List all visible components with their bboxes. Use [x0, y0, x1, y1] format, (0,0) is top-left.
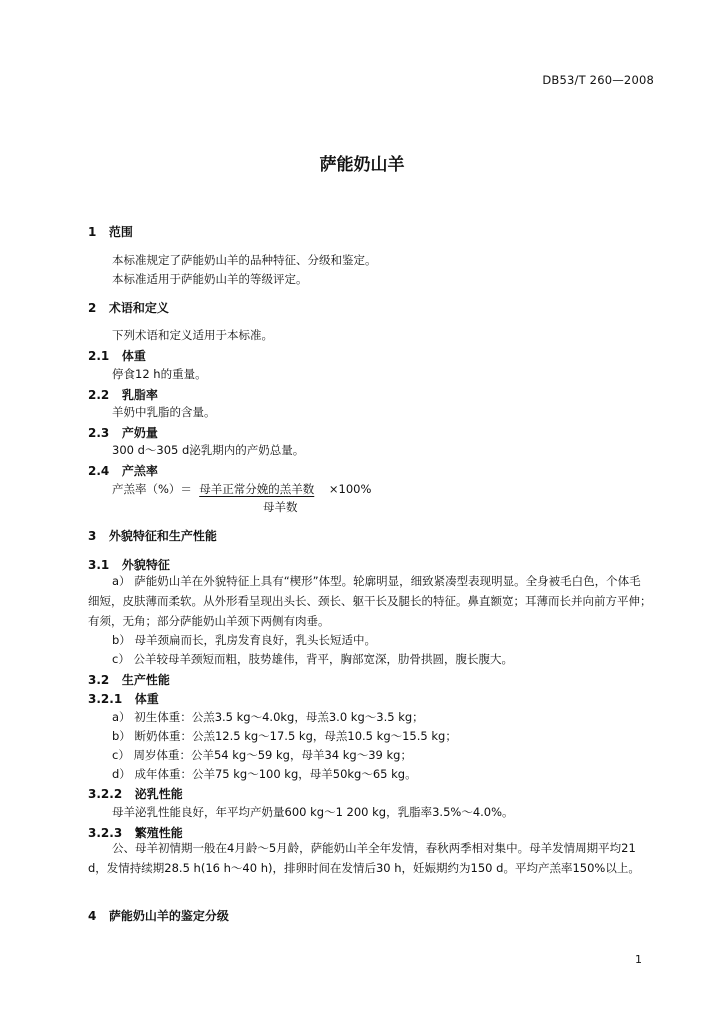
section-title: 范围	[108, 225, 133, 239]
section-3-heading	[88, 527, 217, 544]
term-number: 2.3	[88, 426, 110, 440]
subsection-heading	[88, 671, 170, 688]
subsubsection-title: 繁殖性能	[134, 826, 183, 840]
document-title: 萨能奶山羊	[319, 155, 405, 175]
term-name: 产羔率	[121, 464, 158, 478]
subsubsection-title: 体重	[134, 692, 159, 706]
formula-lhs: 产羔率（%）＝	[112, 482, 192, 496]
term-heading	[88, 347, 146, 364]
section-4-heading	[88, 907, 229, 924]
formula-numerator: 母羊正常分娩的羔羊数	[199, 482, 315, 496]
term-definition: 300 d～305 d泌乳期内的产奶总量。	[112, 443, 305, 457]
term-heading	[88, 386, 158, 403]
term-number: 2.2	[88, 388, 110, 402]
section-1-heading	[88, 223, 133, 240]
paragraph: 下列术语和定义适用于本标准。	[112, 328, 273, 342]
term-heading	[88, 424, 158, 441]
term-name: 产奶量	[121, 426, 158, 440]
formula-denominator: 母羊数	[263, 500, 298, 514]
formula-multiplier: ×100%	[328, 482, 372, 496]
subsubsection-number: 3.2.1	[88, 692, 123, 706]
paragraph: 本标准适用于萨能奶山羊的等级评定。	[112, 272, 308, 286]
subsection-title: 外貌特征	[121, 558, 170, 572]
paragraph: 母羊泌乳性能良好，年平均产奶量600 kg～1 200 kg，乳脂率3.5%～4.0%。	[112, 805, 514, 819]
subsubsection-number: 3.2.3	[88, 826, 123, 840]
subsection-number: 3.1	[88, 558, 110, 572]
section-number: 2	[88, 301, 97, 315]
subsection-title: 生产性能	[121, 673, 170, 687]
subsubsection-title: 泌乳性能	[134, 787, 183, 801]
term-number: 2.1	[88, 349, 110, 363]
section-title: 术语和定义	[108, 301, 169, 315]
subsubsection-heading	[88, 785, 183, 802]
list-item-c: c） 周岁体重：公羊54 kg～59 kg，母羊34 kg～39 kg；	[112, 748, 412, 762]
subsubsection-heading	[88, 690, 159, 707]
term-number: 2.4	[88, 464, 110, 478]
paragraph: 公、母羊初情期一般在4月龄～5月龄，萨能奶山羊全年发情，春秋两季相对集中。母羊发情周期平均21 d，发情持续期28.5 h(16 h～40 h)，排卵时间在发情后30 h，妊娠期约为150 d。平均产羔率150%以上。	[88, 841, 640, 875]
subsubsection-number: 3.2.2	[88, 787, 123, 801]
page-number: 1	[635, 953, 642, 966]
section-2-heading	[88, 299, 169, 316]
section-title: 萨能奶山羊的鉴定分级	[108, 909, 229, 923]
term-definition: 羊奶中乳脂的含量。	[112, 405, 216, 419]
list-item-a: a） 初生体重：公羔3.5 kg～4.0kg，母羔3.0 kg～3.5 kg；	[112, 710, 424, 724]
list-item-d: d） 成年体重：公羊75 kg～100 kg，母羊50kg～65 kg。	[112, 767, 417, 781]
paragraph: 本标准规定了萨能奶山羊的品种特征、分级和鉴定。	[112, 253, 377, 267]
section-number: 3	[88, 529, 97, 543]
section-number: 1	[88, 225, 97, 239]
term-heading	[88, 462, 158, 479]
standard-number: DB53/T 260—2008	[542, 73, 654, 87]
subsection-number: 3.2	[88, 673, 110, 687]
term-definition: 停食12 h的重量。	[112, 367, 207, 381]
section-title: 外貌特征和生产性能	[108, 529, 217, 543]
list-item-b: b） 断奶体重：公羔12.5 kg～17.5 kg，母羔10.5 kg～15.5 kg；	[112, 729, 457, 743]
term-name: 体重	[121, 349, 146, 363]
formula	[112, 481, 371, 497]
term-name: 乳脂率	[121, 388, 158, 402]
list-item-a: a） 萨能奶山羊在外貌特征上具有“楔形”体型。轮廓明显，细致紧凑型表现明显。全身被毛白色，个体毛细短，皮肤薄而柔软。从外形看呈现出头长、颈长、躯干长及腿长的特征。鼻直额宽；耳薄而长并向前方平伸；有须，无角；部分萨能奶山羊颈下两侧有肉垂。	[88, 574, 652, 628]
list-item-b: b） 母羊颈扁而长，乳房发育良好，乳头长短适中。	[112, 633, 376, 647]
list-item-c: c） 公羊较母羊颈短而粗，肢势雄伟，背平，胸部宽深，肋骨拱圆，腹长腹大。	[112, 652, 513, 666]
section-number: 4	[88, 909, 97, 923]
